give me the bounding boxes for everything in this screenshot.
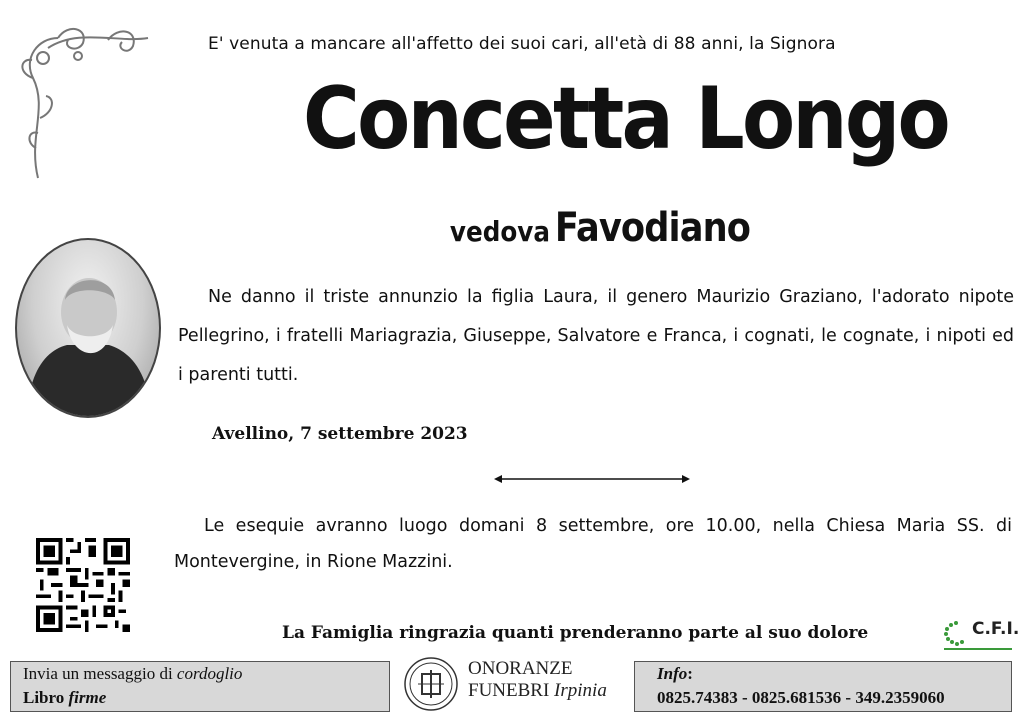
subname-prefix: vedova: [449, 215, 550, 248]
funeral-text: [174, 508, 1012, 580]
announcement-body: Ne danno il triste annunzio la figlia Laura, il genero Maurizio Graziano, l'adorato nipote Pellegrino, i fratelli Mariagrazia, Giuseppe, Salvatore e Franca, i cognati, le cognate, i nipoti ed i parenti tutti.: [178, 287, 1014, 385]
cfi-logo-text: C.F.I.: [972, 619, 1020, 639]
funeral-home-line2-a: FUNEBRI: [468, 680, 555, 701]
funeral-home-line2: [468, 680, 607, 702]
double-arrow-divider-icon: [492, 472, 692, 486]
guestbook-label: Libro: [23, 688, 69, 707]
info-label-line: [657, 662, 1011, 686]
funeral-home-name: [468, 658, 607, 702]
info-colon: :: [687, 664, 693, 683]
guestbook-keyword: firme: [68, 688, 107, 707]
announcement-text: [178, 278, 1014, 395]
subname-main: Favodiano: [554, 205, 751, 251]
portrait-photo: [15, 238, 161, 418]
onoranze-seal-icon: [402, 652, 460, 716]
funeral-home-line1: ONORANZE: [468, 658, 573, 679]
intro-text: E' venuta a mancare all'affetto dei suoi cari, all'età di 88 anni, la Signora: [208, 34, 836, 54]
funeral-body: Le esequie avranno luogo domani 8 settembre, ore 10.00, nella Chiesa Maria SS. di Montevergine, in Rione Mazzini.: [174, 516, 1012, 572]
info-box: [634, 661, 1012, 712]
condolence-keyword: cordoglio: [176, 664, 243, 683]
deceased-subname: [371, 205, 829, 251]
thanks-text: La Famiglia ringrazia quanti prenderanno parte al suo dolore: [282, 623, 869, 643]
condolence-line[interactable]: [23, 662, 389, 686]
corner-flourish-icon: [18, 18, 158, 188]
guestbook-line[interactable]: [23, 686, 389, 710]
info-label: Info: [657, 664, 688, 683]
portrait-figure: [17, 240, 159, 416]
condolence-box[interactable]: [10, 661, 390, 712]
deceased-name: Concetta Longo: [303, 69, 949, 169]
funeral-home-line2-b: Irpinia: [554, 680, 607, 701]
place-date: Avellino, 7 settembre 2023: [212, 424, 468, 444]
qr-code-icon[interactable]: [36, 538, 130, 632]
condolence-label: Invia un messaggio di: [23, 664, 177, 683]
info-phones[interactable]: 0825.74383 - 0825.681536 - 349.2359060: [657, 688, 945, 707]
